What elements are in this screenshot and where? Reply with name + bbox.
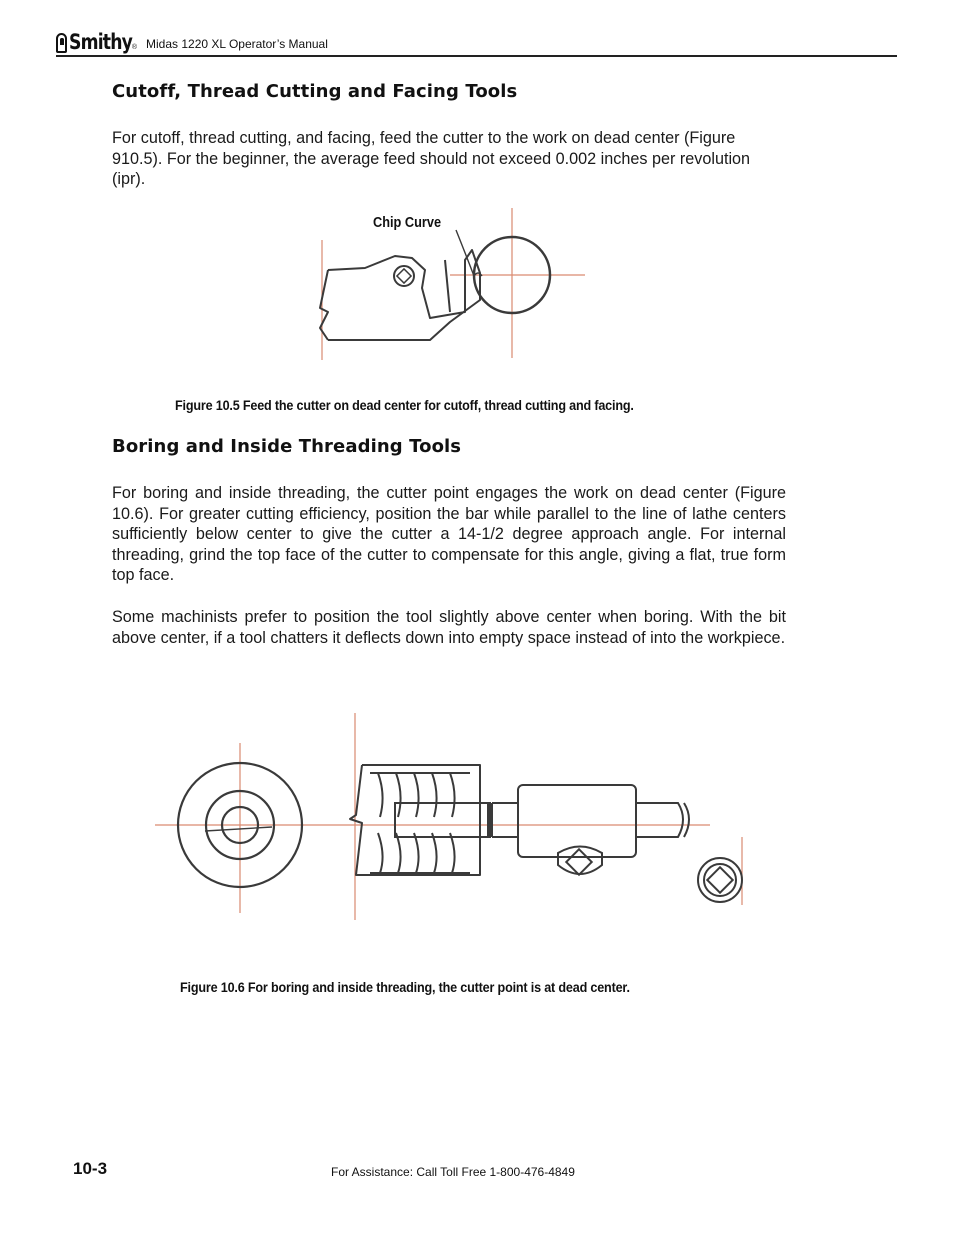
logo-text: Smithy: [69, 30, 133, 54]
section-paragraph-boring-1: For boring and inside threading, the cutter point engages the work on dead center (Figure 10.6). For greater cutting efficiency, position the bar while parallel to the line of lathe centers sufficiently below center to give the cutter a 14-1/2 degree approach angle. For internal threading, grind the top face of the cutter to compensate for this angle, giving a flat, true form top face.: [112, 484, 786, 585]
smithy-logo: [56, 27, 137, 53]
smithy-logo-icon: [56, 33, 67, 53]
header-rule: [56, 55, 897, 57]
footer-assistance: For Assistance: Call Toll Free 1-800-476-4849: [331, 1165, 575, 1179]
figure-10-6-caption: Figure 10.6 For boring and inside threading, the cutter point is at dead center.: [180, 979, 630, 995]
figure-10-5-diagram: [310, 200, 600, 370]
page-number: 10-3: [73, 1159, 108, 1178]
section-paragraph-boring-2: Some machinists prefer to position the tool slightly above center when boring. With the bit above center, if a tool chatters it deflects down into empty space instead of into the workpiece.: [112, 608, 786, 647]
manual-title: Midas 1220 XL Operator’s Manual: [146, 37, 328, 51]
section-paragraph-cutoff: For cutoff, thread cutting, and facing, feed the cutter to the work on dead center (Figure 910.5). For the beginner, the average feed should not exceed 0.002 inches per revolution (ipr).: [112, 129, 751, 189]
section-heading-cutoff: Cutoff, Thread Cutting and Facing Tools: [112, 81, 518, 102]
figure-label-chip-curve: Chip Curve: [373, 215, 442, 231]
section-heading-boring: Boring and Inside Threading Tools: [112, 436, 462, 457]
figure-10-6-diagram: [150, 705, 762, 930]
registered-mark: ®: [131, 44, 138, 51]
figure-10-5-caption: Figure 10.5 Feed the cutter on dead center for cutoff, thread cutting and facing.: [175, 397, 634, 413]
